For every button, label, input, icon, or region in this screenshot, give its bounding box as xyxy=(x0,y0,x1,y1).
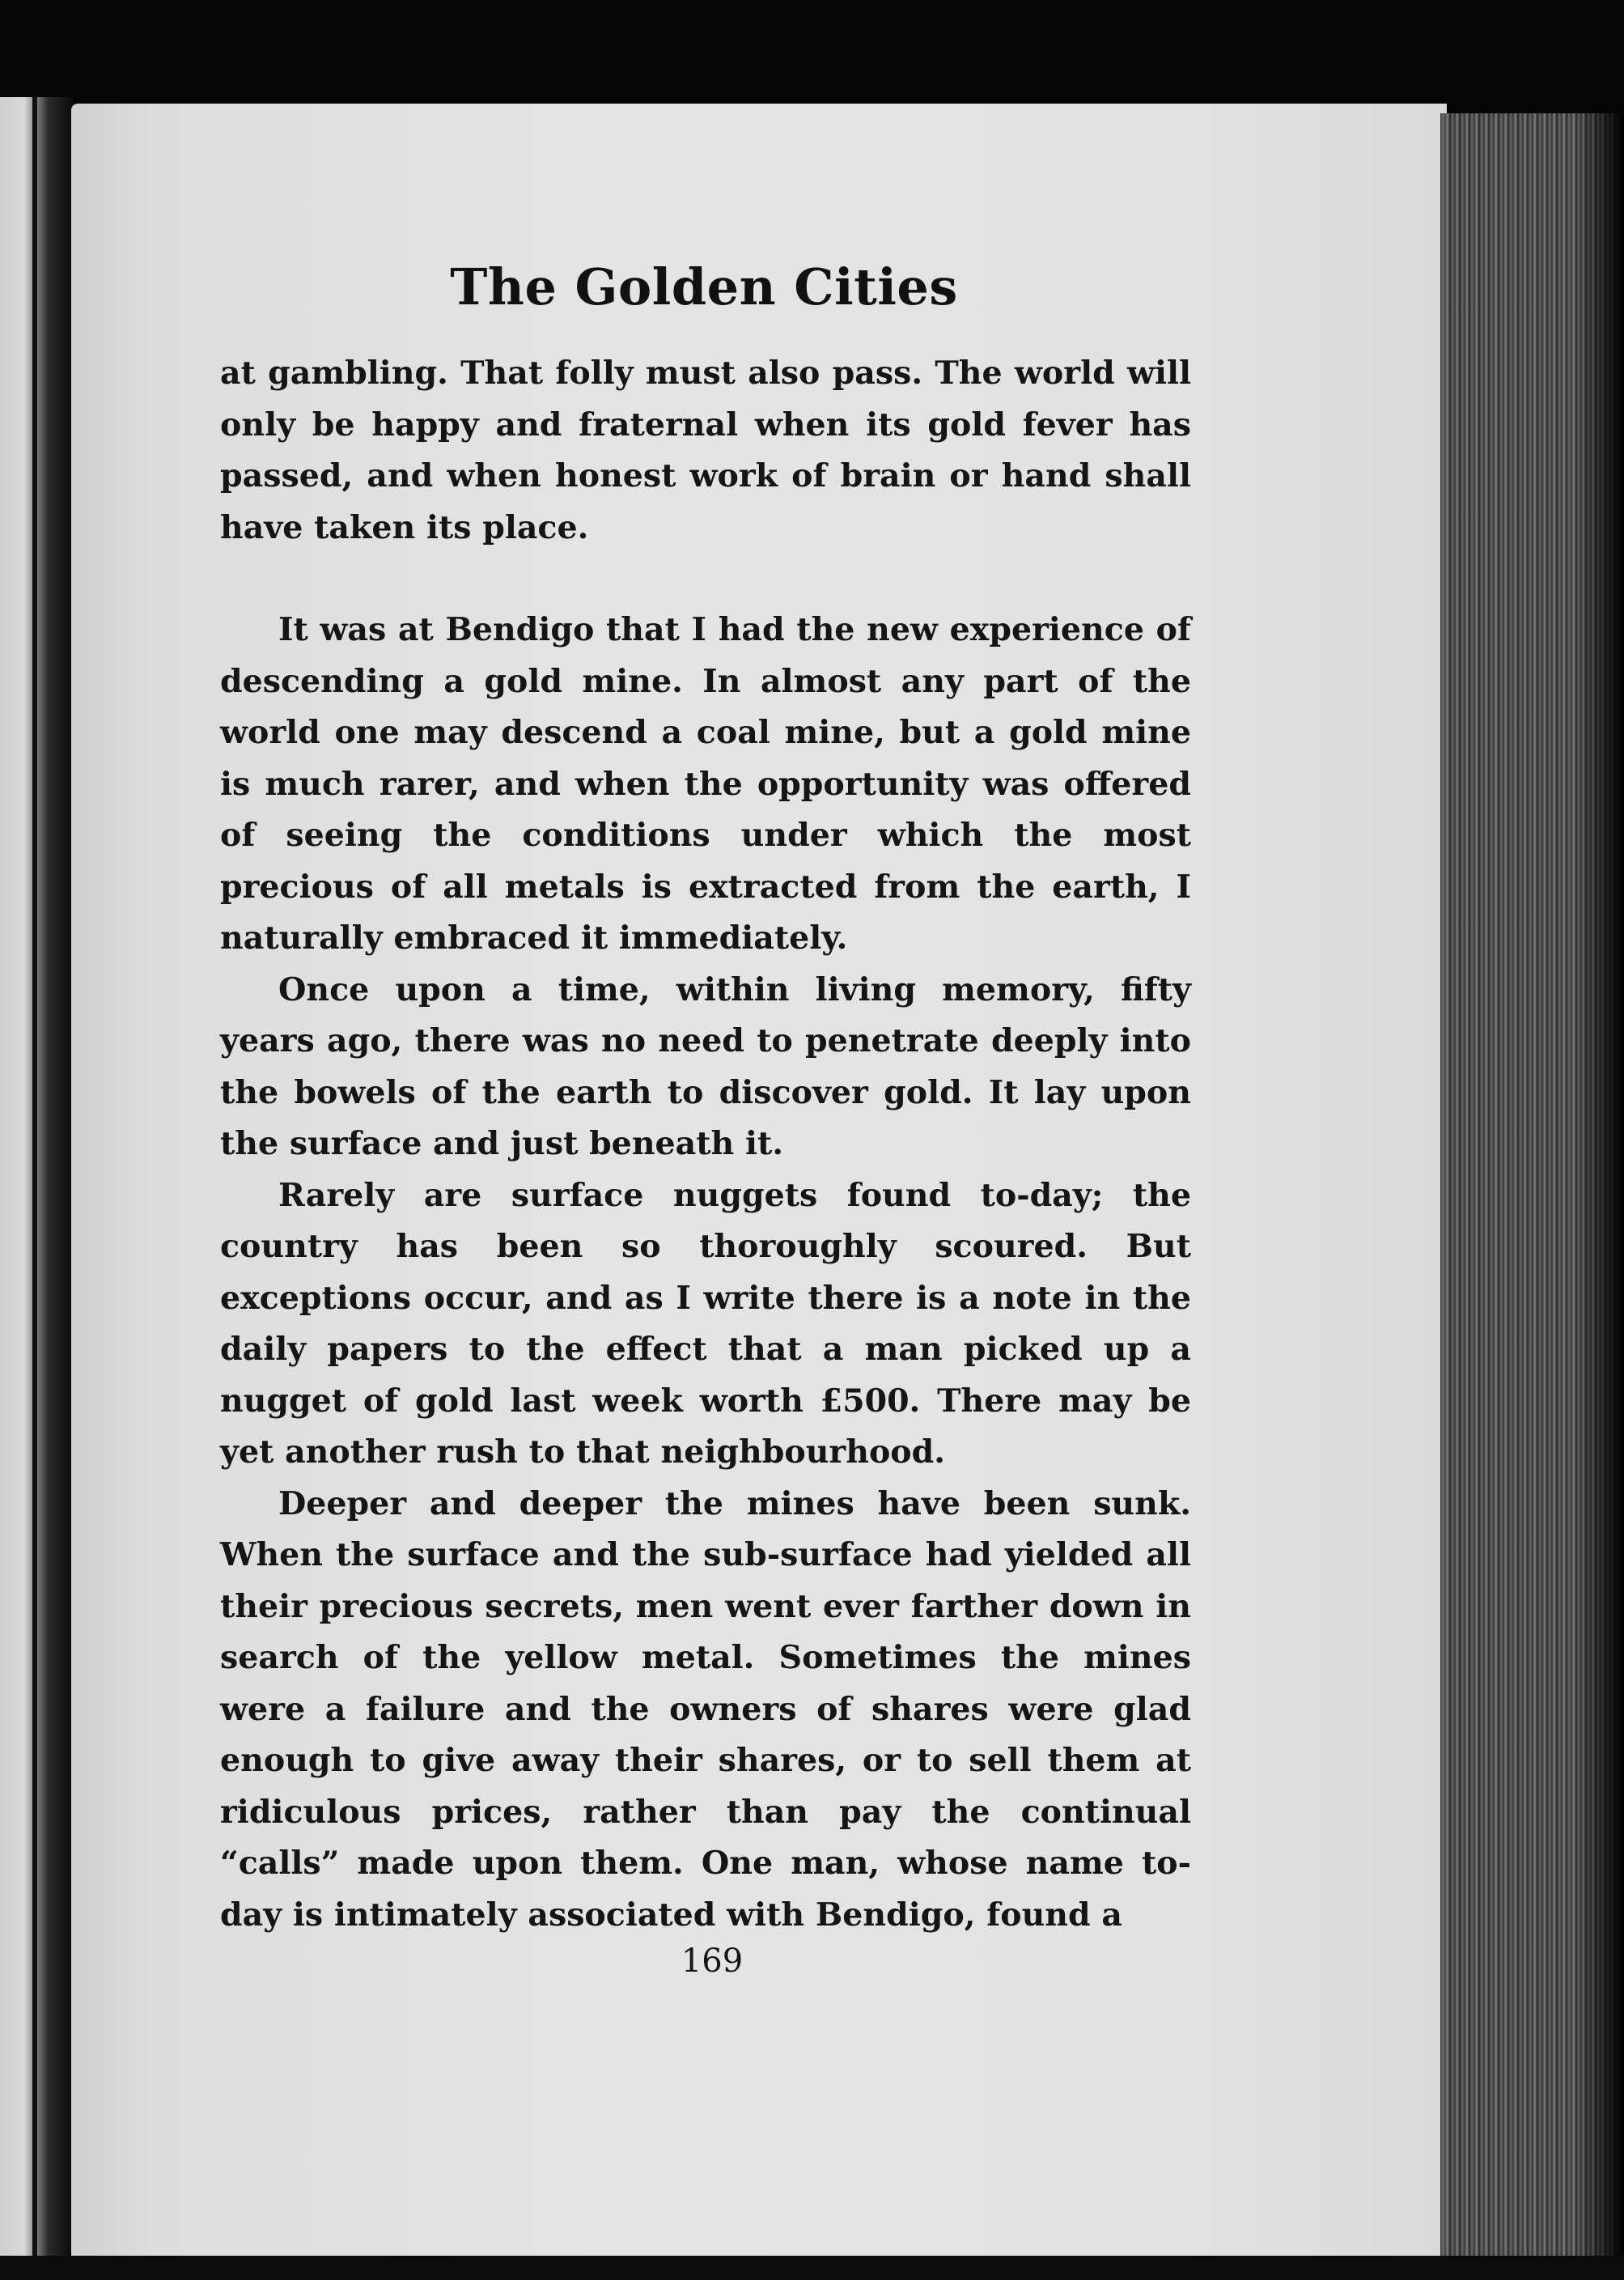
page-number: 169 xyxy=(681,1942,744,1980)
paragraph: Rarely are surface nuggets found to-day; the country has been so thoroughly scoured. But exceptions occur, and as I write there is a note in the daily papers to the effect that a man picked up a nugget of gold last week worth £500. There may be yet another rush to that neighbourhood. xyxy=(220,1176,1191,1471)
paragraph: Deeper and deeper the mines have been sunk. When the surface and the sub-surface had yielded all their precious secrets, men went ever farther down in search of the yellow metal. Sometimes the mines were a failure and the owners of shares were glad enough to give away their shares, or to sell them at ridiculous prices, rather than pay the continual “calls” made upon them. One man, whose name to-day is intimately associated with Bendigo, found a xyxy=(220,1484,1191,1934)
page-stack-edge xyxy=(1440,113,1624,2280)
running-head: The Golden Cities xyxy=(450,257,958,316)
paragraph: Once upon a time, within living memory, fifty years ago, there was no need to penetrate deeply into the bowels of the earth to discover gold. It lay upon the surface and just beneath it. xyxy=(220,970,1191,1162)
scan-bottom-border xyxy=(0,2256,1624,2280)
body-text xyxy=(220,348,1191,1941)
paragraph: It was at Bendigo that I had the new experience of descending a gold mine. In almost any part of the world one may descend a coal mine, but a gold mine is much rarer, and when the opportunity was offered of seeing the conditions under which the most precious of all metals is extracted from the earth, I naturally embraced it immediately. xyxy=(220,611,1191,957)
paragraph-continuation: at gambling. That folly must also pass. The world will only be happy and fraternal when its gold fever has passed, and when honest work of brain or hand shall have taken its place. xyxy=(220,355,1191,546)
